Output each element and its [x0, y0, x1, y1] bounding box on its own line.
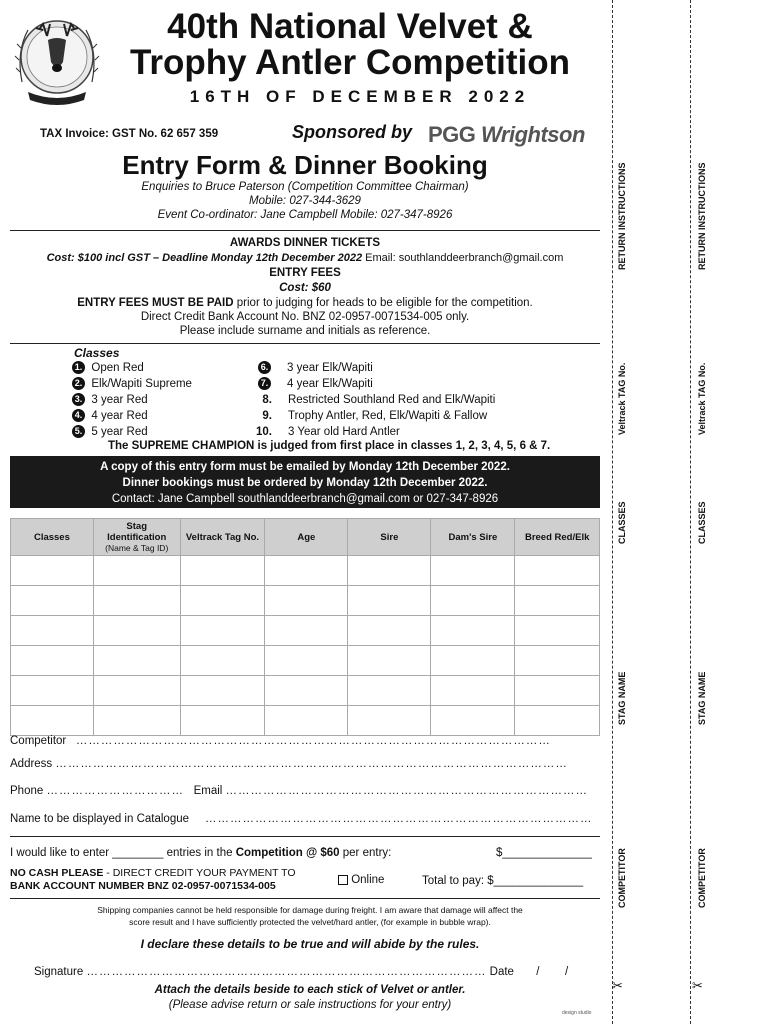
entries-amount[interactable]: $______________	[496, 847, 592, 859]
classes-heading: Classes	[74, 346, 120, 360]
class-item	[258, 408, 487, 424]
stub2-return: RETURN INSTRUCTIONS	[697, 162, 707, 270]
class-item	[258, 360, 373, 376]
divider	[10, 230, 600, 231]
col-veltrack-tag: Veltrack Tag No.	[180, 519, 265, 556]
fees-must-pay-bold: ENTRY FEES MUST BE PAID	[77, 297, 234, 309]
advise-note: (Please advise return or sale instructions for your entry)	[168, 999, 452, 1011]
class-item	[252, 424, 400, 440]
entry-table	[10, 518, 600, 736]
stub1-tag: Veltrack TAG No.	[617, 362, 627, 435]
stub1-return: RETURN INSTRUCTIONS	[617, 162, 627, 270]
shipping-line-1: Shipping companies cannot be held responsible for damage during freight. I am aware that damage will affect the	[97, 905, 523, 915]
online-option[interactable]	[338, 874, 384, 886]
entries-suffix: per entry:	[342, 847, 392, 859]
fees-heading: ENTRY FEES	[269, 267, 341, 279]
stub1-competitor: COMPETITOR	[617, 848, 627, 908]
online-label: Online	[351, 874, 385, 886]
class-label: 4 year Elk/Wapiti	[286, 378, 373, 390]
shipping-line-2: score result and I have sufficiently protected the velvet/hard antler, (for example in bubble wrap).	[129, 917, 491, 927]
fees-must-pay	[10, 297, 600, 309]
signature-label: Signature	[34, 966, 84, 978]
table-row[interactable]	[11, 646, 600, 676]
address-label: Address	[10, 758, 53, 770]
address-field[interactable]: Address ……………………………………………………………………………………………………………	[10, 758, 568, 770]
dinner-email: Email: southlanddeerbranch@gmail.com	[365, 252, 564, 264]
class-label: 4 year Red	[91, 410, 148, 422]
divider	[10, 898, 600, 899]
class-label: Restricted Southland Red and Elk/Wapiti	[287, 394, 496, 406]
deadline-banner	[10, 456, 600, 508]
class-label: 3 year Elk/Wapiti	[286, 362, 373, 374]
online-checkbox[interactable]	[338, 875, 348, 885]
col-stag-identification	[93, 519, 180, 556]
coordinator-line: Event Co-ordinator: Jane Campbell Mobile: 027-347-8926	[157, 209, 453, 221]
class-number: 6.	[258, 361, 271, 374]
entries-bold: Competition @ $60	[235, 847, 340, 859]
mobile-line: Mobile: 027-344-3629	[249, 195, 361, 207]
stub1-classes: CLASSES	[617, 501, 627, 544]
class-item	[258, 376, 373, 392]
signature-field[interactable]: Signature …………………………………………………………………………………… Date / /	[34, 966, 569, 978]
col-stag-title: Stag Identification	[107, 521, 167, 543]
email-label: Email	[193, 785, 223, 797]
class-label: Elk/Wapiti Supreme	[91, 378, 192, 390]
class-number: 4.	[72, 409, 85, 422]
entries-prefix: I would like to enter ________ entries in the	[10, 847, 233, 859]
catalogue-name-field[interactable]: Name to be displayed in Catalogue …………………………………………………………………………………	[10, 813, 593, 825]
fees-must-pay-rest: prior to judging for heads to be eligible for the competition.	[236, 297, 533, 309]
col-age: Age	[265, 519, 348, 556]
class-item	[258, 392, 495, 408]
table-row[interactable]	[11, 616, 600, 646]
banner-line-2: Dinner bookings must be ordered by Monday 12th December 2022.	[122, 477, 488, 489]
competitor-field[interactable]: Competitor ……………………………………………………………………………………………………	[10, 735, 551, 747]
class-number: 9.	[262, 410, 272, 422]
table-row[interactable]	[11, 706, 600, 736]
designer-credit: design studio	[562, 1010, 592, 1016]
fees-reference: Please include surname and initials as reference.	[179, 325, 431, 337]
phone-field[interactable]: Phone …………………………… Email ……………………………………………………………………………	[10, 785, 589, 797]
no-cash-rest: - DIRECT CREDIT YOUR PAYMENT TO	[106, 867, 296, 879]
fees-bank: Direct Credit Bank Account No. BNZ 02-0957-0071534-005 only.	[140, 311, 470, 323]
class-item	[72, 376, 192, 392]
class-label: 5 year Red	[91, 426, 148, 438]
banner-line-1: A copy of this entry form must be emailed by Monday 12th December 2022.	[100, 461, 510, 473]
competitor-label: Competitor	[10, 735, 67, 747]
banner-line-3: Contact: Jane Campbell southlanddeerbranch@gmail.com or 027-347-8926	[111, 493, 499, 505]
tear-line-1	[612, 0, 613, 1024]
declaration: I declare these details to be true and will abide by the rules.	[140, 937, 480, 951]
col-sire: Sire	[348, 519, 431, 556]
dinner-cost: Cost: $100 incl GST – Deadline Monday 12th December 2022	[46, 252, 363, 264]
event-date: 16TH OF DECEMBER 2022	[189, 87, 531, 106]
class-item	[72, 424, 148, 440]
phone-label: Phone	[10, 785, 44, 797]
col-breed: Breed Red/Elk	[515, 519, 600, 556]
stub2-classes: CLASSES	[697, 501, 707, 544]
no-cash-line	[10, 867, 296, 879]
total-to-pay[interactable]: Total to pay: $______________	[422, 875, 584, 887]
sponsor-logo	[428, 122, 585, 148]
form-title: Entry Form & Dinner Booking	[122, 150, 488, 180]
table-row[interactable]	[11, 586, 600, 616]
catalogue-label: Name to be displayed in Catalogue	[10, 813, 190, 825]
class-label: Trophy Antler, Red, Elk/Wapiti & Fallow	[287, 410, 488, 422]
class-item	[72, 392, 148, 408]
title-line-2: Trophy Antler Competition	[129, 43, 571, 82]
stag-head-emblem-icon	[14, 12, 100, 112]
divider	[10, 343, 600, 344]
class-number: 3.	[72, 393, 85, 406]
scissors-icon: ✂	[692, 978, 703, 993]
dinner-heading: AWARDS DINNER TICKETS	[229, 237, 381, 249]
table-row[interactable]	[11, 676, 600, 706]
sponsor-name-b: Wrightson	[481, 122, 585, 147]
entries-line[interactable]	[10, 847, 391, 859]
tax-invoice: TAX Invoice: GST No. 62 657 359	[40, 128, 219, 140]
class-label: 3 Year old Hard Antler	[287, 426, 400, 438]
col-classes: Classes	[11, 519, 94, 556]
class-number: 1.	[72, 361, 85, 374]
stub2-competitor: COMPETITOR	[697, 848, 707, 908]
sponsored-by-label: Sponsored by	[292, 122, 413, 142]
divider	[10, 836, 600, 837]
scissors-icon: ✂	[612, 978, 623, 993]
class-number: 2.	[72, 377, 85, 390]
class-number: 10.	[256, 426, 272, 438]
enquiries-line: Enquiries to Bruce Paterson (Competition Committee Chairman)	[141, 181, 469, 193]
class-number: 5.	[72, 425, 85, 438]
class-item	[72, 360, 144, 376]
table-row[interactable]	[11, 556, 600, 586]
col-stag-sub: (Name & Tag ID)	[105, 543, 169, 553]
tear-line-2	[690, 0, 691, 1024]
table-header-row	[11, 519, 600, 556]
class-label: 3 year Red	[91, 394, 148, 406]
supreme-note: The SUPREME CHAMPION is judged from first place in classes 1, 2, 3, 4, 5, 6 & 7.	[108, 440, 551, 452]
class-item	[72, 408, 148, 424]
stub1-stag-name: STAG NAME	[617, 671, 627, 725]
class-number: 8.	[262, 394, 272, 406]
sponsor-name-a: PGG	[428, 122, 476, 147]
date-label: Date	[489, 966, 514, 978]
dinner-cost-line	[0, 252, 610, 264]
col-dams-sire: Dam's Sire	[431, 519, 515, 556]
stub2-tag: Veltrack TAG No.	[697, 362, 707, 435]
no-cash-bold: NO CASH PLEASE	[10, 867, 104, 879]
bank-account-line: BANK ACCOUNT NUMBER BNZ 02-0957-0071534-005	[10, 880, 276, 892]
title-line-1: 40th National Velvet &	[167, 7, 533, 46]
class-label: Open Red	[91, 362, 144, 374]
stub2-stag-name: STAG NAME	[697, 671, 707, 725]
class-number: 7.	[258, 377, 271, 390]
attach-note: Attach the details beside to each stick of Velvet or antler.	[154, 984, 466, 996]
fees-cost: Cost: $60	[279, 282, 331, 294]
